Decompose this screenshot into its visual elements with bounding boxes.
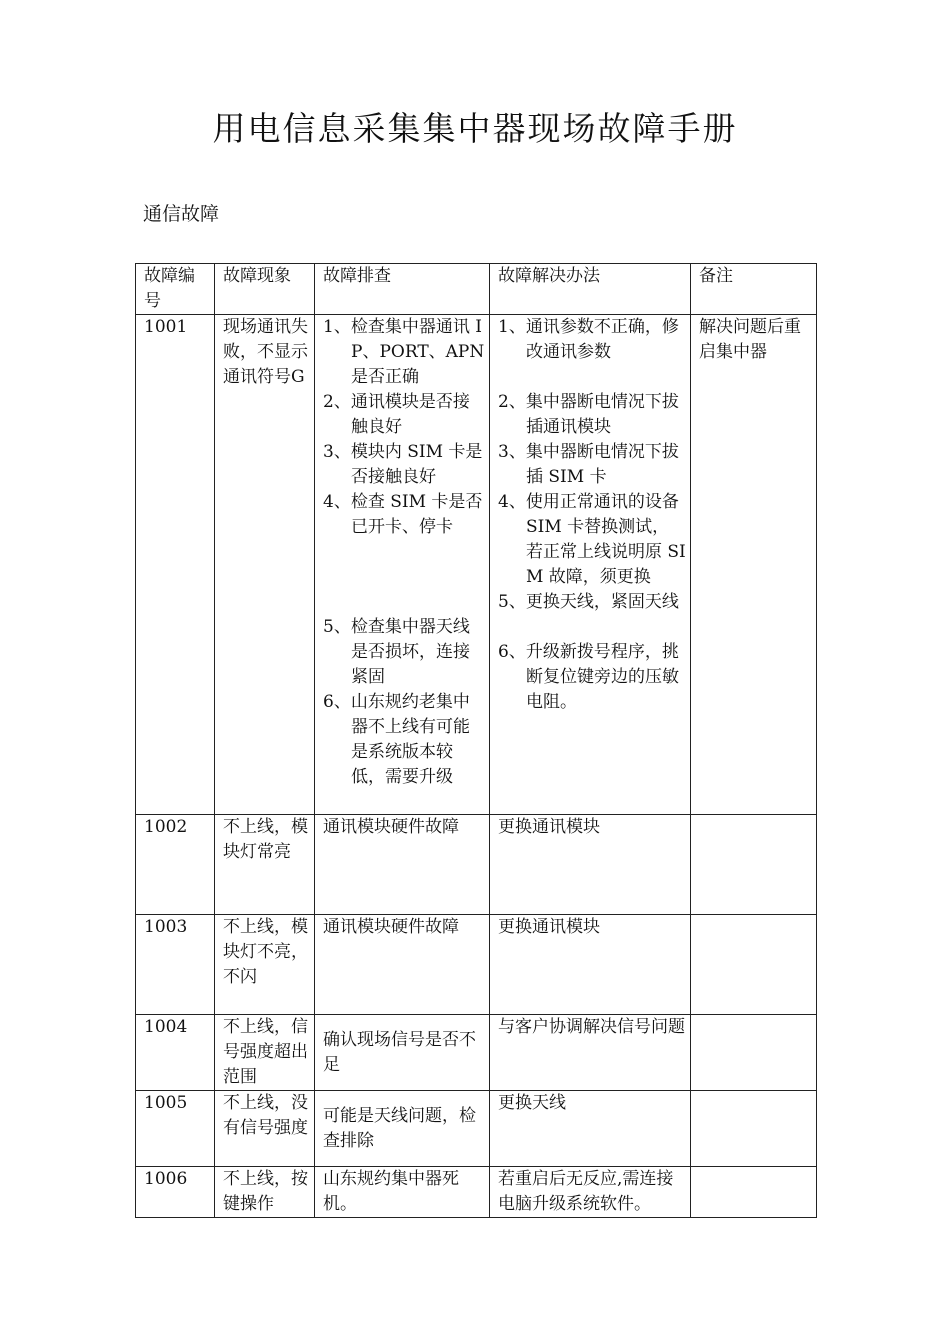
fault-check	[315, 315, 490, 815]
check-step: 6、山东规约老集中器不上线有可能是系统版本较低，需要升级	[323, 692, 470, 787]
fault-symptom: 不上线，模块灯不亮，不闪	[215, 915, 315, 1015]
solution-steps-list	[498, 315, 686, 715]
solution-step: 4、使用正常通讯的设备 SIM 卡替换测试，若正常上线说明原 SIM 故障，须更换	[498, 492, 686, 587]
fault-check: 确认现场信号是否不足	[315, 1015, 490, 1091]
solution-step: 2、集中器断电情况下拔插通讯模块	[498, 392, 679, 437]
header-note: 备注	[691, 264, 817, 315]
header-symptom: 故障现象	[215, 264, 315, 315]
document-title: 用电信息采集集中器现场故障手册	[212, 109, 738, 148]
fault-check: 通讯模块硬件故障	[315, 815, 490, 915]
fault-solution: 更换通讯模块	[490, 915, 691, 1015]
fault-note	[691, 815, 817, 915]
fault-note	[691, 915, 817, 1015]
fault-symptom: 不上线，按键操作	[215, 1167, 315, 1218]
fault-note: 解决问题后重启集中器	[691, 315, 817, 815]
fault-id: 1002	[136, 815, 215, 915]
fault-note	[691, 1091, 817, 1167]
solution-step: 1、通讯参数不正确，修改通讯参数	[498, 317, 679, 362]
fault-solution: 若重启后无反应,需连接电脑升级系统软件。	[490, 1167, 691, 1218]
fault-id: 1006	[136, 1167, 215, 1218]
fault-check: 可能是天线问题，检查排除	[315, 1091, 490, 1167]
fault-solution: 与客户协调解决信号问题	[490, 1015, 691, 1091]
fault-solution: 更换通讯模块	[490, 815, 691, 915]
table-row	[136, 1091, 817, 1167]
solution-step: 6、升级新拨号程序，挑断复位键旁边的压敏电阻。	[498, 642, 679, 712]
fault-symptom: 不上线，没有信号强度	[215, 1091, 315, 1167]
fault-note	[691, 1167, 817, 1218]
fault-id: 1004	[136, 1015, 215, 1091]
fault-solution: 更换天线	[490, 1091, 691, 1167]
fault-id: 1005	[136, 1091, 215, 1167]
check-steps-list	[323, 315, 485, 790]
check-step: 2、通讯模块是否接触良好	[323, 392, 470, 437]
fault-check: 山东规约集中器死机。	[315, 1167, 490, 1218]
table-header-row	[136, 264, 817, 315]
fault-check: 通讯模块硬件故障	[315, 915, 490, 1015]
header-solution: 故障解决办法	[490, 264, 691, 315]
fault-note	[691, 1015, 817, 1091]
header-check: 故障排查	[315, 264, 490, 315]
fault-symptom: 不上线，信号强度超出范围	[215, 1015, 315, 1091]
table-row	[136, 1015, 817, 1091]
fault-symptom: 不上线，模块灯常亮	[215, 815, 315, 915]
check-step: 5、检查集中器天线是否损坏，连接紧固	[323, 617, 470, 687]
check-step: 4、检查 SIM 卡是否已开卡、停卡	[323, 492, 483, 537]
header-fault-id: 故障编号	[136, 264, 215, 315]
table-row	[136, 915, 817, 1015]
table-row	[136, 315, 817, 815]
fault-id: 1001	[136, 315, 215, 815]
solution-step: 5、更换天线，紧固天线	[498, 592, 679, 612]
table-row	[136, 1167, 817, 1218]
check-step: 1、检查集中器通讯 IP、PORT、APN 是否正确	[323, 317, 485, 387]
solution-step: 3、集中器断电情况下拔插 SIM 卡	[498, 442, 679, 487]
section-heading: 通信故障	[143, 203, 220, 225]
check-step: 3、模块内 SIM 卡是否接触良好	[323, 442, 483, 487]
fault-table	[135, 263, 817, 1218]
fault-symptom: 现场通讯失败，不显示通讯符号G	[215, 315, 315, 815]
table-row	[136, 815, 817, 915]
fault-id: 1003	[136, 915, 215, 1015]
fault-solution	[490, 315, 691, 815]
